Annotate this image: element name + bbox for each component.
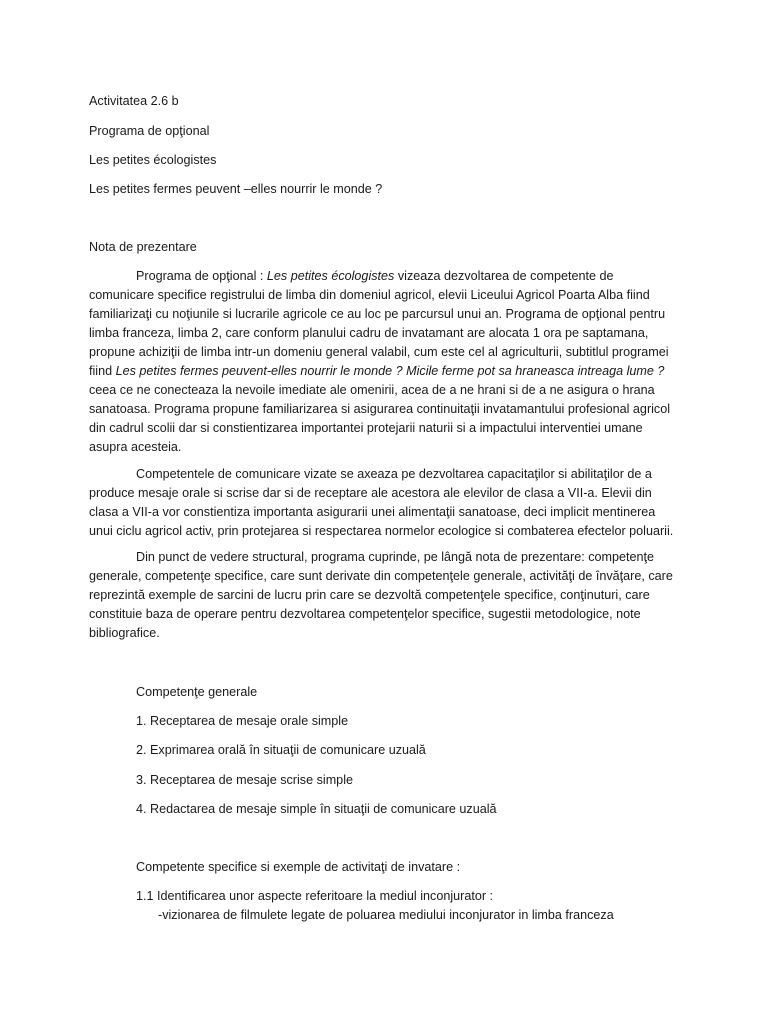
nota-heading: Nota de prezentare (89, 240, 197, 254)
nota-paragraph-3: Din punct de vedere structural, programa cuprinde, pe lângă nota de prezentare: competenţe generale, competenţe specifice, care sunt derivate din competenţele generale, activităţi de învăţare, care reprezintă exemple de sarcini de lucru prin care se dezvoltă competenţele specifice, conţinuturi, care constituie baza de operare pentru dezvoltarea competenţelor specifice, sugestii metodologice, note bibliografice. (89, 550, 673, 640)
nota-p1-lead: Programa de opţional : (136, 269, 267, 283)
nota-p1-text2: ceea ce ne conecteaza la nevoile imediate ale omenirii, acea de a ne hrani si de a ne asigura o hrana sanatoasa. Programa propune familiarizarea si asigurarea continuitaţii invatamantului profesional agricol din cadrul scolii dar si constientizarea importantei protejarii naturii si a impactului interventiei umane asupra acesteia. (89, 383, 671, 454)
specifice-heading: Competente specifice si exemple de activitaţi de invatare : (136, 860, 461, 874)
generale-item-3: 3. Receptarea de mesaje scrise simple (136, 773, 353, 787)
generale-item-2: 2. Exprimarea orală în situaţii de comunicare uzuală (136, 743, 426, 757)
specifice-item-1-title: Identificarea unor aspecte referitoare la mediul inconjurator : (157, 889, 494, 903)
specifice-item-1-number: 1.1 (136, 889, 154, 903)
generale-heading: Competenţe generale (136, 685, 258, 699)
document-title: Les petites écologistes (89, 153, 217, 167)
program-label: Programa de opţional (89, 124, 210, 138)
generale-item-4: 4. Redactarea de mesaje simple în situaţii de comunicare uzuală (136, 802, 497, 816)
nota-paragraph-1 (89, 267, 679, 457)
specifice-item-1-activity: -vizionarea de filmulete legate de poluarea mediului inconjurator in limba franceza (158, 908, 614, 922)
specifice-item-1 (136, 887, 696, 925)
generale-item-1: 1. Receptarea de mesaje orale simple (136, 714, 349, 728)
nota-p1-title: Les petites écologistes (266, 269, 395, 283)
nota-p1-text1: vizeaza dezvoltarea de competente de comunicare specifice registrului de limba din domeniul agricol, elevii Liceului Agricol Poarta Alba fiind familiarizaţi cu noţiunile si lucrarile agricole ce au loc pe parcursul unui an. Programa de opţional pentru limba franceza, limba 2, care conform planului cadru de invatamant are alocata 1 ora pe saptamana, propune achiziţii de limba intr-un domeniu general valabil, cum este cel al agriculturii, subtitlul programei fiind (89, 269, 669, 378)
activity-label: Activitatea 2.6 b (89, 94, 179, 108)
nota-paragraph-2: Competentele de comunicare vizate se axeaza pe dezvoltarea capacitaţilor si abilitaţilor de a produce mesaje orale si scrise dar si de receptare ale acestora ale elevilor de clasa a VII-a. Elevii din clasa a VII-a vor constientiza importanta asigurarii unei alimentaţii sanatoase, deci implicit mentinerea unui ciclu agricol activ, prin protejarea si respectarea normelor ecologice si combaterea efectelor poluarii. (89, 467, 674, 538)
document-subtitle: Les petites fermes peuvent –elles nourrir le monde ? (89, 182, 383, 196)
nota-p1-subtitle: Les petites fermes peuvent-elles nourrir le monde ? Micile ferme pot sa hraneasca intreaga lume ? (115, 364, 665, 378)
